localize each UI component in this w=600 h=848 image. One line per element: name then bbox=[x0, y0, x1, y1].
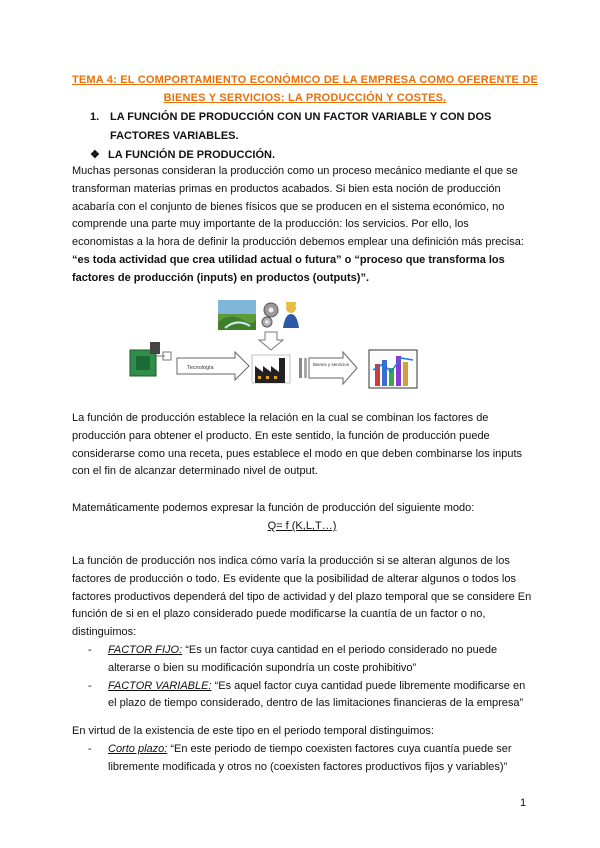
goods-label: Bienes y servicios bbox=[313, 362, 350, 367]
bar-chart-icon bbox=[369, 350, 417, 388]
production-formula: Q= f (K,L,T…) bbox=[267, 520, 337, 532]
goods-arrow bbox=[299, 352, 357, 384]
landscape-icon bbox=[218, 300, 256, 330]
technology-arrow bbox=[177, 352, 249, 380]
short-term-term: Corto plazo: bbox=[108, 743, 168, 755]
subsection-heading bbox=[90, 147, 275, 163]
factor-fijo-text: “Es un factor cuya cantidad en el periodo considerado no puede alterarse o bien su modificación supondría un coste prohibitivo” bbox=[108, 644, 498, 674]
list-item: - FACTOR VARIABLE: “Es aquel factor cuya cantidad puede libremente modificarse en el plazo de tiempo considerado, dentro de las limitaciones financieras de la empresa” bbox=[88, 679, 526, 710]
factor-variable-text: “Es aquel factor cuya cantidad puede libremente modificarse en el plazo de tiempo considerado, dentro de las limitaciones financieras de la empresa” bbox=[108, 679, 526, 710]
section-number: 1. bbox=[90, 111, 100, 123]
paragraph-factors: La función de producción nos indica cómo varía la producción si se alteran algunos de los factores de producción o todo. Es evidente que la posibilidad de alterar algunos o todos los factores productivos dependerá del tipo de actividad y del plazo temporal que se considere En función de si en el plazo considerado puede modificarse la cuantía de un factor o no, distinguimos: bbox=[72, 555, 532, 639]
list-item: - FACTOR FIJO: “Es un factor cuya cantidad en el periodo considerado no puede alterarse o bien su modificación supondría un coste prohibitivo” bbox=[88, 644, 498, 674]
page-title: TEMA 4: EL COMPORTAMIENTO ECONÓMICO DE LA EMPRESA COMO OFERENTE DE BIENES Y SERVICIOS: LA PRODUCCIÓN Y COSTES. bbox=[71, 74, 539, 104]
factory-icon bbox=[252, 355, 290, 383]
page-number: 1 bbox=[520, 797, 527, 809]
factor-variable-term: FACTOR VARIABLE: bbox=[108, 679, 212, 692]
diamond-bullet-icon: ❖ bbox=[90, 149, 100, 161]
technology-label: Tecnología bbox=[187, 365, 214, 371]
intro-paragraph bbox=[72, 163, 532, 288]
paragraph-math: Matemáticamente podemos expresar la función de producción del siguiente modo: bbox=[72, 502, 475, 514]
worker-icon bbox=[283, 302, 299, 328]
section-heading-text: LA FUNCIÓN DE PRODUCCIÓN CON UN FACTOR VARIABLE Y CON DOS FACTORES VARIABLES. bbox=[110, 111, 492, 142]
short-term-text: “En este periodo de tiempo coexisten factores cuya cuantía puede ser libremente modificada y otros no (coexisten factores productivos fijos y variables)” bbox=[108, 743, 512, 773]
down-arrow-icon bbox=[259, 332, 283, 350]
period-list bbox=[72, 741, 532, 777]
paragraph-recipe: La función de producción establece la relación en la cual se combinan los factores de producción para obtener el producto. En este sentido, la función de producción puede considerarse como una receta, pues establece el modo en que deben combinarse los inputs con el fin de alcanzar determinado nivel de output. bbox=[72, 412, 523, 478]
factor-list bbox=[72, 642, 532, 713]
list-item: - Corto plazo: “En este periodo de tiempo coexisten factores cuya cuantía puede ser libremente modificada y otros no (coexisten factores productivos fijos y variables)” bbox=[88, 743, 512, 773]
microchip-icon bbox=[130, 342, 171, 376]
gears-icon bbox=[262, 303, 278, 327]
intro-text: Muchas personas consideran la producción como un proceso mecánico mediante el que se transforman materias primas en productos acabados. Si bien esta noción de producción acabaría con el conjunto de bienes físicos que se producen en el sistema económico, no comprende una parte muy importante de la producción: los servicios. Por ello, los economistas a la hora de definir la producción debemos emplear una definición más precisa: bbox=[72, 165, 524, 249]
intro-quote: “es toda actividad que crea utilidad actual o futura” o “proceso que transforma los factores de producción (inputs) en productos (outputs)”. bbox=[72, 253, 505, 284]
paragraph-periods: En virtud de la existencia de este tipo en el periodo temporal distinguimos: bbox=[72, 725, 434, 737]
production-diagram bbox=[125, 298, 445, 393]
subsection-heading-text: LA FUNCIÓN DE PRODUCCIÓN. bbox=[108, 149, 276, 161]
factor-fijo-term: FACTOR FIJO: bbox=[108, 644, 183, 656]
section-heading bbox=[90, 108, 510, 146]
